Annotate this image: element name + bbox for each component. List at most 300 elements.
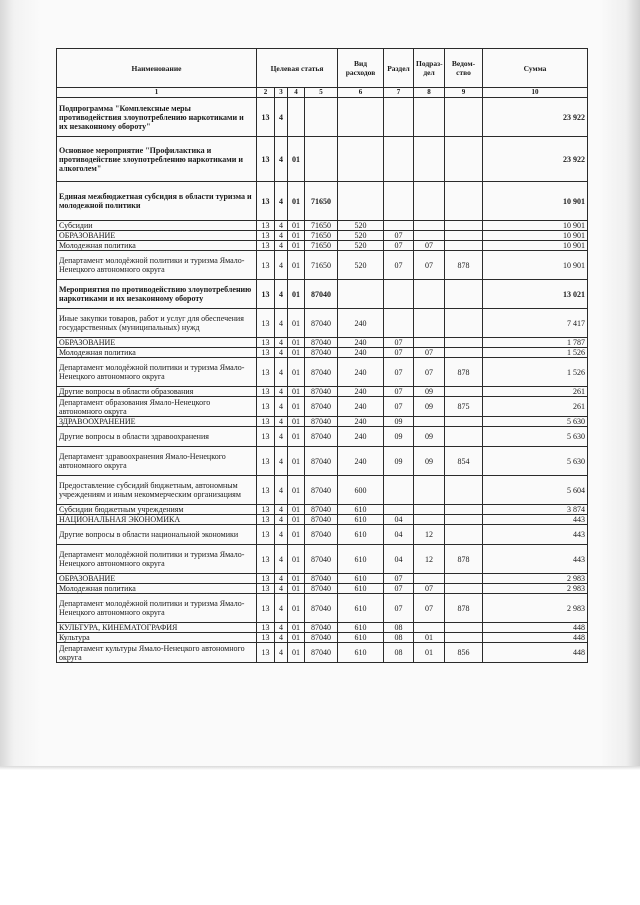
cell-expense-type: 610 (338, 623, 384, 633)
row-name: ОБРАЗОВАНИЕ (57, 231, 257, 241)
cell-sum: 10 901 (483, 231, 588, 241)
cell-target-3: 01 (288, 309, 305, 338)
cell-expense-type: 240 (338, 387, 384, 397)
cell-sum: 1 787 (483, 338, 588, 348)
cell-department (445, 338, 483, 348)
row-name: Департамент молодёжной политики и туризма Ямало-Ненецкого автономного округа (57, 545, 257, 574)
cell-department (445, 525, 483, 545)
table-row (57, 594, 588, 623)
cell-section: 07 (384, 574, 414, 584)
cell-target-1: 13 (257, 545, 275, 574)
row-name: Департамент молодёжной политики и туризма Ямало-Ненецкого автономного округа (57, 594, 257, 623)
cell-expense-type: 610 (338, 545, 384, 574)
cell-target-2: 4 (275, 505, 288, 515)
row-name: Другие вопросы в области образования (57, 387, 257, 397)
row-name: Молодежная политика (57, 348, 257, 358)
cell-target-3: 01 (288, 584, 305, 594)
cell-target-2: 4 (275, 241, 288, 251)
row-name: КУЛЬТУРА, КИНЕМАТОГРАФИЯ (57, 623, 257, 633)
table-row (57, 358, 588, 387)
cell-department (445, 476, 483, 505)
cell-target-4: 87040 (305, 525, 338, 545)
cell-section: 07 (384, 251, 414, 280)
cell-target-4: 87040 (305, 427, 338, 447)
cell-department (445, 505, 483, 515)
cell-subsection: 12 (414, 545, 445, 574)
cell-section: 09 (384, 417, 414, 427)
cell-expense-type (338, 137, 384, 182)
cell-subsection: 07 (414, 251, 445, 280)
cell-target-2: 4 (275, 447, 288, 476)
cell-target-1: 13 (257, 633, 275, 643)
cell-section: 09 (384, 427, 414, 447)
cell-target-2: 4 (275, 594, 288, 623)
cell-target-4: 87040 (305, 348, 338, 358)
cell-target-2: 4 (275, 182, 288, 221)
cell-expense-type: 610 (338, 574, 384, 584)
cell-target-1: 13 (257, 515, 275, 525)
cell-target-2: 4 (275, 387, 288, 397)
cell-sum: 448 (483, 623, 588, 633)
cell-department (445, 387, 483, 397)
cell-department (445, 221, 483, 231)
cell-department (445, 241, 483, 251)
cell-subsection (414, 98, 445, 137)
cell-subsection (414, 182, 445, 221)
cell-target-4 (305, 137, 338, 182)
col-number: 4 (288, 88, 305, 98)
row-name: Субсидии (57, 221, 257, 231)
cell-target-1: 13 (257, 387, 275, 397)
cell-target-4: 71650 (305, 231, 338, 241)
cell-target-4: 87040 (305, 358, 338, 387)
table-row (57, 98, 588, 137)
cell-target-3: 01 (288, 525, 305, 545)
row-name: Департамент культуры Ямало-Ненецкого автономного округа (57, 643, 257, 663)
cell-section: 08 (384, 623, 414, 633)
header-target: Целевая статья (257, 49, 338, 88)
row-name: Департамент молодёжной политики и туризма Ямало-Ненецкого автономного округа (57, 358, 257, 387)
table-row (57, 338, 588, 348)
cell-sum: 10 901 (483, 182, 588, 221)
cell-expense-type (338, 182, 384, 221)
cell-section: 08 (384, 643, 414, 663)
table-row (57, 545, 588, 574)
cell-target-2: 4 (275, 280, 288, 309)
cell-subsection: 09 (414, 397, 445, 417)
cell-expense-type: 610 (338, 505, 384, 515)
col-number: 7 (384, 88, 414, 98)
cell-target-3: 01 (288, 623, 305, 633)
row-name: Департамент здравоохранения Ямало-Ненецкого автономного округа (57, 447, 257, 476)
cell-target-1: 13 (257, 643, 275, 663)
cell-subsection: 12 (414, 525, 445, 545)
cell-section: 09 (384, 447, 414, 476)
cell-target-2: 4 (275, 98, 288, 137)
cell-section (384, 505, 414, 515)
table-row (57, 643, 588, 663)
cell-target-1: 13 (257, 594, 275, 623)
cell-target-4: 87040 (305, 417, 338, 427)
col-number: 3 (275, 88, 288, 98)
cell-target-3: 01 (288, 574, 305, 584)
cell-target-1: 13 (257, 221, 275, 231)
cell-target-3: 01 (288, 633, 305, 643)
cell-department (445, 231, 483, 241)
cell-target-3 (288, 98, 305, 137)
cell-target-4: 87040 (305, 447, 338, 476)
row-name: Мероприятия по противодействию злоупотреблению наркотиками и их незаконному обороту (57, 280, 257, 309)
header-name: Наименование (57, 49, 257, 88)
cell-target-3: 01 (288, 358, 305, 387)
cell-sum: 448 (483, 633, 588, 643)
cell-section: 07 (384, 231, 414, 241)
cell-sum: 5 604 (483, 476, 588, 505)
cell-department (445, 633, 483, 643)
cell-expense-type: 240 (338, 427, 384, 447)
cell-expense-type: 610 (338, 594, 384, 623)
cell-department: 878 (445, 251, 483, 280)
cell-expense-type (338, 280, 384, 309)
cell-section (384, 280, 414, 309)
cell-expense-type: 520 (338, 231, 384, 241)
cell-expense-type: 610 (338, 525, 384, 545)
row-name: Единая межбюджетная субсидия в области туризма и молодежной политики (57, 182, 257, 221)
cell-target-4: 87040 (305, 594, 338, 623)
row-name: Иные закупки товаров, работ и услуг для обеспечения государственных (муниципальных) нужд (57, 309, 257, 338)
row-name: Предоставление субсидий бюджетным, автономным учреждениям и иным некоммерческим организациям (57, 476, 257, 505)
col-number: 9 (445, 88, 483, 98)
cell-target-2: 4 (275, 515, 288, 525)
table-row (57, 251, 588, 280)
cell-sum: 2 983 (483, 594, 588, 623)
cell-sum: 13 021 (483, 280, 588, 309)
table-row (57, 137, 588, 182)
cell-sum: 5 630 (483, 447, 588, 476)
cell-expense-type: 600 (338, 476, 384, 505)
cell-expense-type: 240 (338, 358, 384, 387)
cell-subsection: 07 (414, 358, 445, 387)
cell-subsection (414, 505, 445, 515)
cell-subsection: 07 (414, 594, 445, 623)
cell-target-4: 71650 (305, 251, 338, 280)
cell-expense-type: 520 (338, 251, 384, 280)
cell-expense-type: 240 (338, 348, 384, 358)
cell-target-4: 87040 (305, 338, 338, 348)
cell-target-3: 01 (288, 387, 305, 397)
cell-expense-type: 520 (338, 221, 384, 231)
cell-target-4 (305, 98, 338, 137)
col-number: 10 (483, 88, 588, 98)
cell-target-4: 87040 (305, 515, 338, 525)
row-name: Другие вопросы в области здравоохранения (57, 427, 257, 447)
cell-target-3: 01 (288, 643, 305, 663)
cell-target-1: 13 (257, 584, 275, 594)
cell-sum: 5 630 (483, 417, 588, 427)
cell-target-4: 87040 (305, 584, 338, 594)
cell-target-2: 4 (275, 584, 288, 594)
cell-expense-type: 240 (338, 309, 384, 338)
cell-target-2: 4 (275, 427, 288, 447)
cell-target-3: 01 (288, 348, 305, 358)
cell-target-1: 13 (257, 427, 275, 447)
cell-target-3: 01 (288, 476, 305, 505)
cell-target-1: 13 (257, 231, 275, 241)
table-row (57, 505, 588, 515)
cell-sum: 1 526 (483, 348, 588, 358)
cell-subsection: 01 (414, 643, 445, 663)
cell-target-3: 01 (288, 397, 305, 417)
cell-target-3: 01 (288, 417, 305, 427)
cell-target-2: 4 (275, 417, 288, 427)
header-subsection: Подраз-дел (414, 49, 445, 88)
cell-sum: 23 922 (483, 98, 588, 137)
cell-department (445, 182, 483, 221)
cell-department (445, 417, 483, 427)
table-row (57, 231, 588, 241)
table-row (57, 387, 588, 397)
cell-sum: 443 (483, 525, 588, 545)
cell-subsection: 09 (414, 387, 445, 397)
row-name: ЗДРАВООХРАНЕНИЕ (57, 417, 257, 427)
table-row (57, 280, 588, 309)
cell-target-3: 01 (288, 251, 305, 280)
cell-target-1: 13 (257, 348, 275, 358)
cell-target-2: 4 (275, 221, 288, 231)
cell-target-4: 87040 (305, 387, 338, 397)
cell-target-3: 01 (288, 427, 305, 447)
cell-target-3: 01 (288, 231, 305, 241)
cell-department (445, 515, 483, 525)
cell-subsection (414, 221, 445, 231)
cell-target-1: 13 (257, 241, 275, 251)
cell-target-2: 4 (275, 309, 288, 338)
cell-expense-type: 610 (338, 515, 384, 525)
cell-target-3: 01 (288, 545, 305, 574)
cell-target-2: 4 (275, 545, 288, 574)
cell-department (445, 98, 483, 137)
table-row (57, 574, 588, 584)
cell-target-1: 13 (257, 251, 275, 280)
table-row (57, 633, 588, 643)
cell-target-2: 4 (275, 574, 288, 584)
cell-target-3: 01 (288, 594, 305, 623)
cell-target-4: 71650 (305, 241, 338, 251)
table-row (57, 309, 588, 338)
cell-subsection (414, 476, 445, 505)
row-name: Другие вопросы в области национальной экономики (57, 525, 257, 545)
cell-department (445, 309, 483, 338)
cell-subsection (414, 417, 445, 427)
cell-target-4: 87040 (305, 623, 338, 633)
cell-sum: 443 (483, 515, 588, 525)
cell-target-4: 71650 (305, 182, 338, 221)
cell-target-3: 01 (288, 447, 305, 476)
table-row (57, 623, 588, 633)
cell-target-4: 87040 (305, 574, 338, 584)
cell-target-4: 87040 (305, 476, 338, 505)
cell-section: 08 (384, 633, 414, 643)
table-row (57, 525, 588, 545)
cell-subsection: 07 (414, 241, 445, 251)
cell-section: 07 (384, 338, 414, 348)
cell-expense-type: 240 (338, 338, 384, 348)
cell-department: 878 (445, 358, 483, 387)
cell-subsection (414, 137, 445, 182)
cell-target-4: 87040 (305, 397, 338, 417)
cell-sum: 261 (483, 397, 588, 417)
cell-target-4: 87040 (305, 280, 338, 309)
row-name: Культура (57, 633, 257, 643)
cell-expense-type: 240 (338, 417, 384, 427)
cell-expense-type: 520 (338, 241, 384, 251)
cell-target-2: 4 (275, 633, 288, 643)
cell-target-3: 01 (288, 515, 305, 525)
cell-target-2: 4 (275, 338, 288, 348)
cell-section: 04 (384, 525, 414, 545)
col-number: 8 (414, 88, 445, 98)
cell-target-1: 13 (257, 525, 275, 545)
cell-subsection (414, 515, 445, 525)
cell-target-3: 01 (288, 182, 305, 221)
header-expense-type: Вид расходов (338, 49, 384, 88)
cell-sum: 10 901 (483, 241, 588, 251)
row-name: Молодежная политика (57, 241, 257, 251)
cell-department (445, 280, 483, 309)
cell-subsection: 09 (414, 447, 445, 476)
cell-section: 07 (384, 397, 414, 417)
cell-expense-type: 240 (338, 447, 384, 476)
cell-section (384, 476, 414, 505)
col-number: 5 (305, 88, 338, 98)
cell-expense-type: 610 (338, 633, 384, 643)
cell-section: 07 (384, 594, 414, 623)
header-department: Ведом-ство (445, 49, 483, 88)
cell-sum: 10 901 (483, 221, 588, 231)
col-number: 1 (57, 88, 257, 98)
cell-section (384, 221, 414, 231)
table-row (57, 241, 588, 251)
cell-section: 07 (384, 241, 414, 251)
cell-section: 07 (384, 584, 414, 594)
cell-sum: 1 526 (483, 358, 588, 387)
table-row (57, 417, 588, 427)
cell-section (384, 309, 414, 338)
cell-sum: 261 (483, 387, 588, 397)
cell-sum: 3 874 (483, 505, 588, 515)
cell-target-3: 01 (288, 221, 305, 231)
cell-department: 878 (445, 545, 483, 574)
cell-target-3: 01 (288, 241, 305, 251)
cell-subsection: 07 (414, 348, 445, 358)
cell-expense-type: 610 (338, 584, 384, 594)
cell-department (445, 427, 483, 447)
row-name: Молодежная политика (57, 584, 257, 594)
cell-target-1: 13 (257, 137, 275, 182)
cell-target-1: 13 (257, 476, 275, 505)
cell-subsection: 01 (414, 633, 445, 643)
cell-target-1: 13 (257, 358, 275, 387)
row-name: ОБРАЗОВАНИЕ (57, 574, 257, 584)
cell-target-4: 87040 (305, 505, 338, 515)
page-edge (0, 766, 640, 770)
cell-target-2: 4 (275, 251, 288, 280)
cell-target-1: 13 (257, 280, 275, 309)
cell-department: 875 (445, 397, 483, 417)
table-row (57, 427, 588, 447)
cell-department (445, 584, 483, 594)
cell-department (445, 623, 483, 633)
cell-target-3: 01 (288, 137, 305, 182)
table-row (57, 348, 588, 358)
cell-expense-type: 610 (338, 643, 384, 663)
cell-subsection (414, 309, 445, 338)
cell-sum: 2 983 (483, 584, 588, 594)
cell-target-2: 4 (275, 623, 288, 633)
cell-target-1: 13 (257, 338, 275, 348)
cell-target-1: 13 (257, 574, 275, 584)
col-number: 2 (257, 88, 275, 98)
cell-sum: 10 901 (483, 251, 588, 280)
cell-target-4: 71650 (305, 221, 338, 231)
cell-department: 878 (445, 594, 483, 623)
cell-target-4: 87040 (305, 643, 338, 663)
col-number: 6 (338, 88, 384, 98)
cell-department (445, 137, 483, 182)
cell-target-1: 13 (257, 309, 275, 338)
cell-department (445, 348, 483, 358)
cell-subsection (414, 623, 445, 633)
cell-department: 854 (445, 447, 483, 476)
budget-table (56, 48, 588, 663)
cell-target-1: 13 (257, 623, 275, 633)
cell-target-2: 4 (275, 231, 288, 241)
cell-target-3: 01 (288, 505, 305, 515)
cell-target-3: 01 (288, 280, 305, 309)
cell-subsection (414, 574, 445, 584)
cell-subsection (414, 338, 445, 348)
cell-target-1: 13 (257, 397, 275, 417)
column-number-row (57, 88, 588, 98)
cell-target-2: 4 (275, 358, 288, 387)
cell-subsection (414, 280, 445, 309)
table-row (57, 221, 588, 231)
cell-target-1: 13 (257, 447, 275, 476)
cell-target-3: 01 (288, 338, 305, 348)
cell-target-1: 13 (257, 417, 275, 427)
cell-sum: 23 922 (483, 137, 588, 182)
row-name: Департамент образования Ямало-Ненецкого автономного округа (57, 397, 257, 417)
row-name: Подпрограмма "Комплексные меры противодействия злоупотреблению наркотиками и их незаконному обороту" (57, 98, 257, 137)
row-name: Основное мероприятие "Профилактика и противодействие злоупотреблению наркотиками и алкоголем" (57, 137, 257, 182)
cell-subsection: 07 (414, 584, 445, 594)
table-row (57, 447, 588, 476)
cell-subsection (414, 231, 445, 241)
row-name: Субсидии бюджетным учреждениям (57, 505, 257, 515)
cell-sum: 2 983 (483, 574, 588, 584)
cell-section: 07 (384, 358, 414, 387)
cell-target-2: 4 (275, 137, 288, 182)
cell-target-1: 13 (257, 98, 275, 137)
header-row (57, 49, 588, 88)
cell-target-4: 87040 (305, 633, 338, 643)
cell-expense-type: 240 (338, 397, 384, 417)
cell-sum: 5 630 (483, 427, 588, 447)
cell-sum: 7 417 (483, 309, 588, 338)
cell-section (384, 98, 414, 137)
cell-target-1: 13 (257, 505, 275, 515)
cell-target-2: 4 (275, 643, 288, 663)
